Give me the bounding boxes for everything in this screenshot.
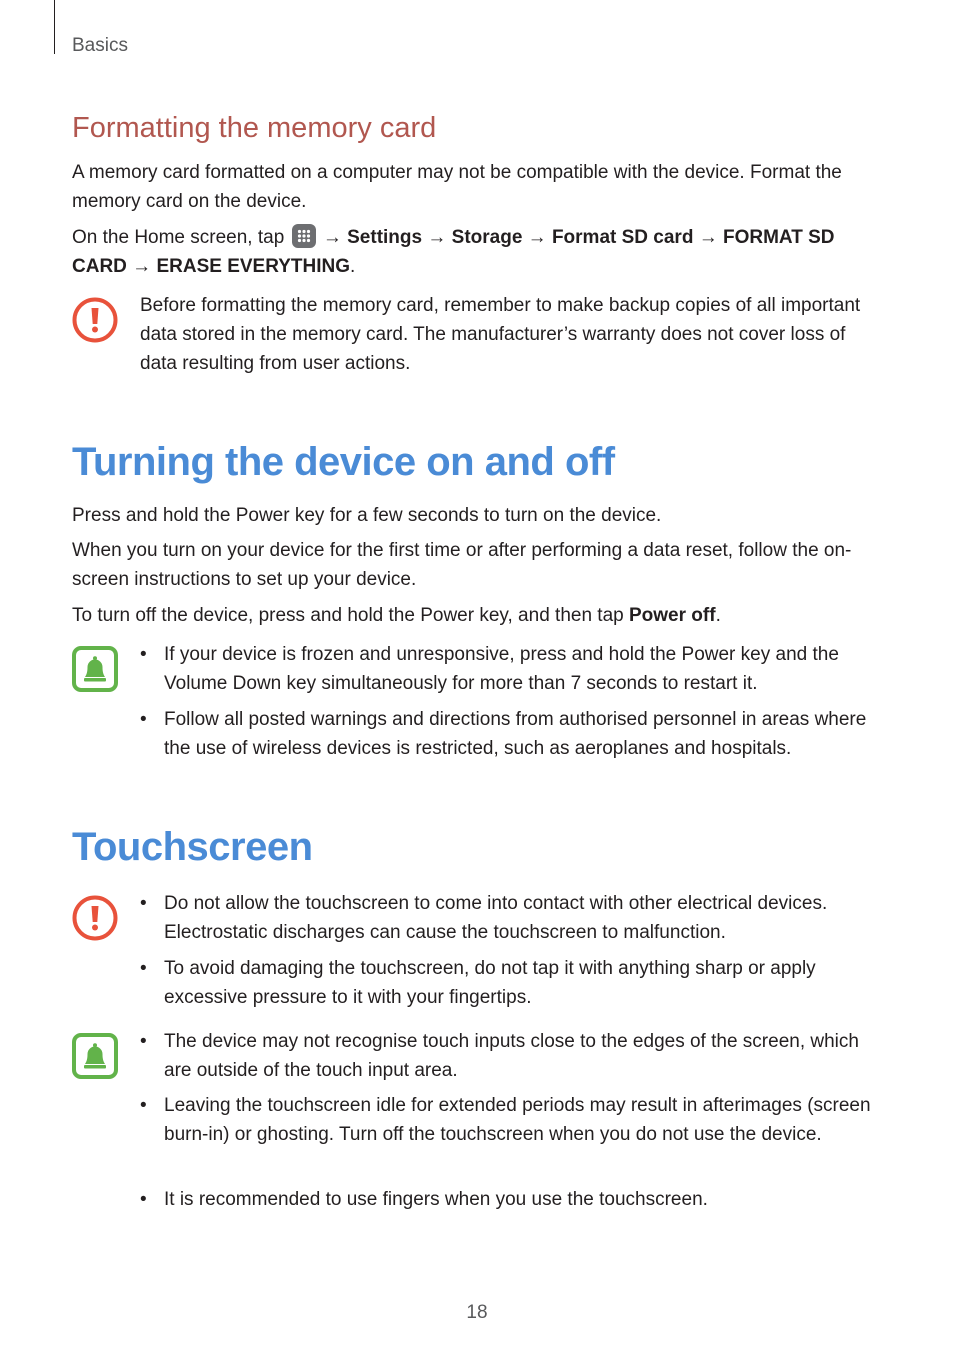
step-erase-everything: ERASE EVERYTHING [156,256,351,277]
format-steps: On the Home screen, tap → Settings → Storage → Format SD card → FORMAT SD CARD → ERASE EVERYTHING. [72,223,887,281]
step-storage: Storage [451,227,523,248]
note-bell-icon [72,646,118,692]
list-item: • If your device is frozen and unresponsive, press and hold the Power key and the Volume Down key simultaneously for more than 7 seconds to restart it. [140,644,839,694]
page-number: 18 [466,1302,488,1323]
list-item: • It is recommended to use fingers when you use the touchscreen. [140,1189,708,1210]
format-para-1: A memory card formatted on a computer may not be compatible with the device. Format the memory card on the device. [72,162,842,212]
power-para-1: Press and hold the Power key for a few seconds to turn on the device. [72,505,662,526]
list-item: • The device may not recognise touch inputs close to the edges of the screen, which are outside of the touch input area. [140,1031,859,1081]
heading-power: Turning the device on and off [72,440,615,484]
list-item: • Do not allow the touchscreen to come into contact with other electrical devices. Electrostatic discharges can cause the touchscreen to malfunction. [140,893,828,943]
heading-formatting: Formatting the memory card [72,112,437,144]
apps-grid-icon [292,224,316,248]
power-off-label: Power off [629,605,716,626]
step-format-sd-confirm: FORMAT SD CARD [72,227,835,277]
power-para-3: To turn off the device, press and hold the Power key, and then tap Power off. [72,605,721,626]
list-item: • Follow all posted warnings and directions from authorised personnel in areas where the use of wireless devices is restricted, such as aeroplanes and hospitals. [140,709,867,759]
caution-icon [72,297,118,343]
note-bell-icon [72,1033,118,1079]
list-item: • To avoid damaging the touchscreen, do not tap it with anything sharp or apply excessive pressure to it with your fingertips. [140,958,816,1008]
step-format-sd-card: Format SD card [551,227,694,248]
list-item: • Leaving the touchscreen idle for extended periods may result in afterimages (screen burn-in) or ghosting. Turn off the touchscreen when you do not use the device. [140,1095,871,1145]
section-header: Basics [72,35,128,56]
format-caution-text: Before formatting the memory card, remember to make backup copies of all important data stored in the memory card. The manufacturer’s warranty does not cover loss of data resulting from user actions. [140,295,861,374]
power-para-2: When you turn on your device for the first time or after performing a data reset, follow the on-screen instructions to set up your device. [72,540,852,590]
step-settings: Settings [347,227,423,248]
caution-icon [72,895,118,941]
header-rule [54,0,55,54]
heading-touchscreen: Touchscreen [72,825,313,869]
